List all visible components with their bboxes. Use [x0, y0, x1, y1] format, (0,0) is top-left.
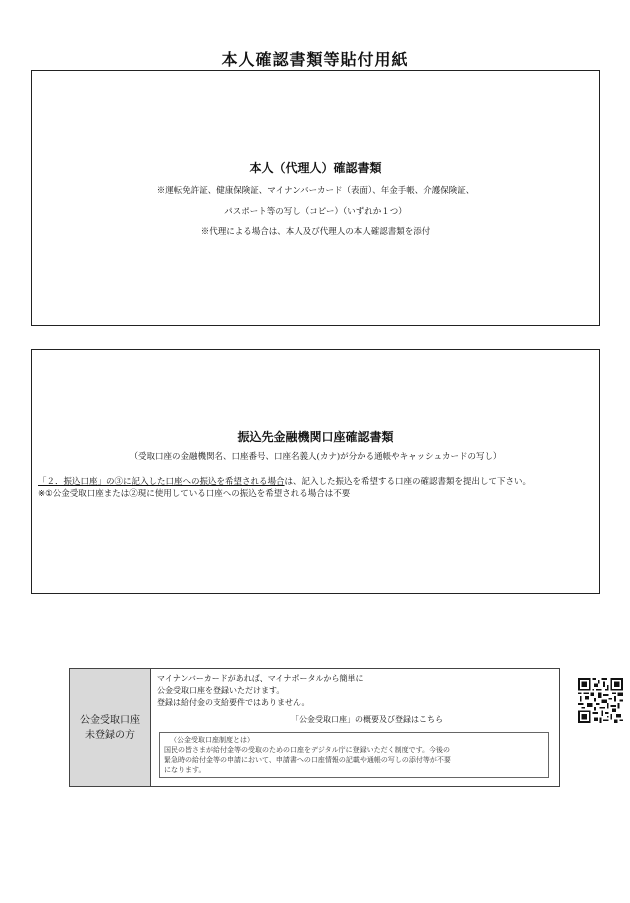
definition-heading: （公金受取口座制度とは）	[170, 736, 254, 744]
definition-line: 緊急時の給付金等の申請において、申請書への口座情報の記載や通帳の写しの添付等が不要	[164, 756, 451, 764]
info-line: 登録は給付金の支給要件ではありません。	[157, 698, 310, 707]
definition-line: になります。	[164, 766, 206, 774]
bank-account-instructions	[38, 476, 593, 500]
definition-line: 国民の皆さまが給付金等の受取のための口座をデジタル庁に登録いただく制度です。今後の	[164, 746, 451, 754]
identity-document-note: パスポート等の写し（コピー）（いずれか１つ）	[224, 207, 407, 217]
identity-document-title: 本人（代理人）確認書類	[249, 161, 382, 175]
proxy-note: ※代理による場合は、本人及び代理人の本人確認書類を添付	[200, 227, 431, 237]
info-line: マイナンバーカードがあれば、マイナポータルから簡単に	[157, 674, 364, 683]
info-content-cell	[151, 669, 559, 786]
bank-account-document-subtitle: （受取口座の金融機関名、口座番号、口座名義人(カナ)が分かる通帳やキャッシュカードの写し）	[129, 452, 502, 462]
info-label-line1: 公金受取口座	[80, 714, 140, 726]
definition-box	[159, 732, 549, 778]
info-line: 公金受取口座を登録いただけます。	[157, 686, 285, 695]
bank-account-document-box	[31, 349, 600, 594]
public-account-info-table	[69, 668, 560, 787]
info-label-line2: 未登録の方	[85, 729, 135, 741]
page-title: 本人確認書類等貼付用紙	[221, 50, 409, 69]
identity-document-box	[31, 70, 600, 326]
identity-document-note: ※運転免許証、健康保険証、マイナンバーカード（表面）、年金手帳、介護保険証、	[156, 186, 475, 196]
exemption-note: ※①公金受取口座または②現に使用している口座への振込を希望される場合は不要	[38, 489, 351, 499]
instruction-text: は、記入した振込を希望する口座の確認書類を提出して下さい。	[284, 477, 532, 487]
bank-account-document-title: 振込先金融機関口座確認書類	[237, 430, 394, 444]
underlined-condition: 「２．振込口座」の③に記入した口座への振込を希望される場合	[38, 477, 285, 487]
registration-link[interactable]: 「公金受取口座」の概要及び登録はこちら	[291, 715, 443, 724]
qr-code-icon[interactable]	[578, 678, 623, 723]
info-label-cell	[70, 669, 151, 786]
